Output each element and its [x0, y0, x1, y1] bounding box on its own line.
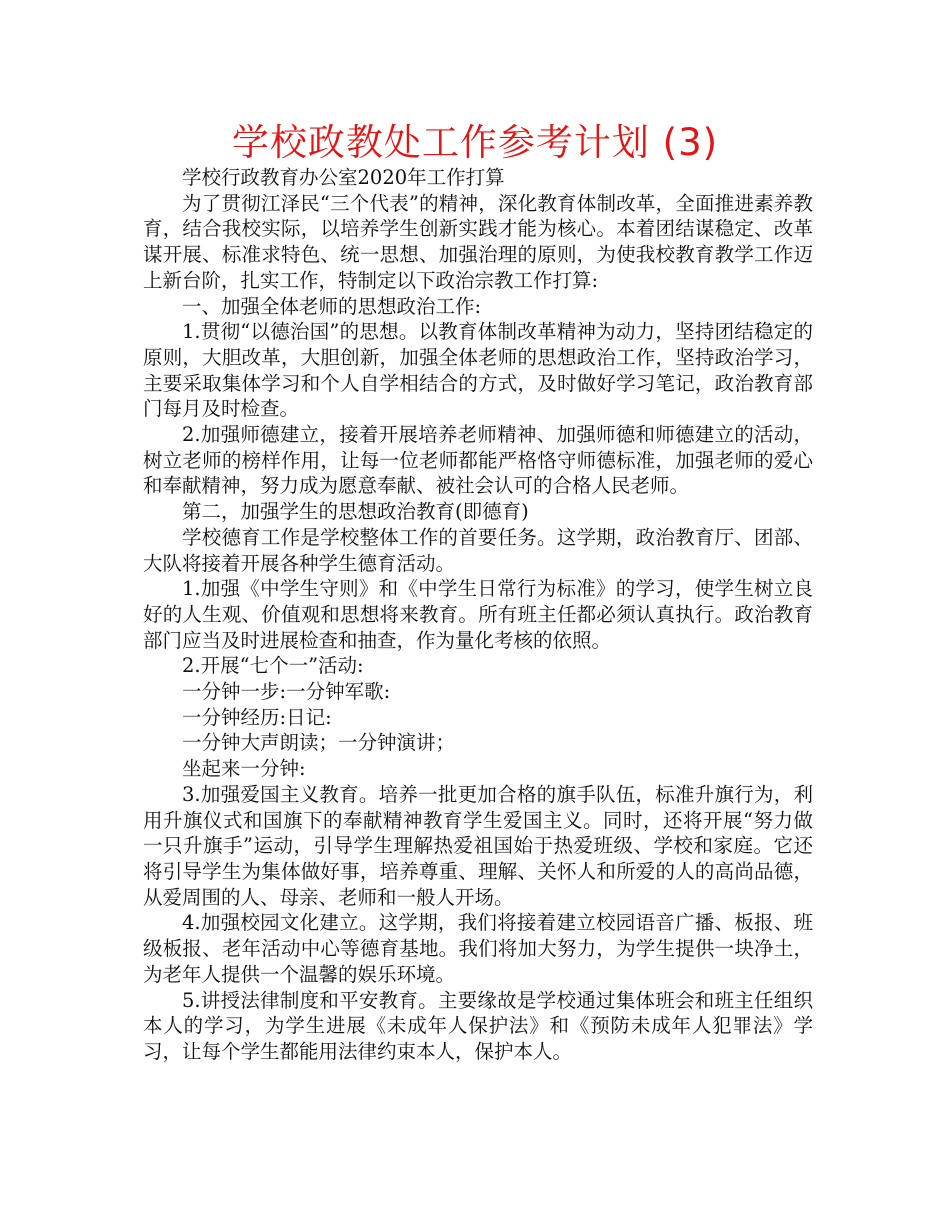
paragraph-student-item-2: 2.开展“七个一”活动: [182, 654, 364, 678]
list-line-2: 一分钟经历:日记: [182, 705, 332, 729]
paragraph-intro: 为了贯彻江泽民“三个代表”的精神，深化教育体制改革，全面推进素养教育，结合我校实际，以培养学生创新实践才能为核心。本着团结谋稳定、改革谋开展、标准求特色、统一思想、加强治理的原则，为使我校教育教学工作迈上新台阶，扎实工作，特制定以下政治宗教工作打算: [143, 191, 813, 292]
paragraph-student-item-4: 4.加强校园文化建立。这学期，我们将接着建立校园语音广播、板报、班级板报、老年活动中心等德育基地。我们将加大努力，为学生提供一块净土，为老年人提供一个温馨的娱乐环境。 [143, 911, 813, 986]
list-line-4: 坐起来一分钟: [182, 757, 306, 781]
paragraph-student-item-5: 5.讲授法律制度和平安教育。主要缘故是学校通过集体班会和班主任组织本人的学习，为学生进展《未成年人保护法》和《预防未成年人犯罪法》学习，让每个学生都能用法律约束本人，保护本人。 [143, 988, 813, 1063]
document-title: 学校政教处工作参考计划 (3) [231, 121, 719, 164]
section-heading-students: 第二，加强学生的思想政治教育(即德育) [182, 500, 529, 524]
section-heading-teachers: 一、加强全体老师的思想政治工作: [182, 294, 482, 318]
list-line-1: 一分钟一步:一分钟军歌: [182, 680, 391, 704]
paragraph-item-1: 1.贯彻“以德治国”的思想。以教育体制改革精神为动力，坚持团结稳定的原则，大胆改革，大胆创新，加强全体老师的思想政治工作，坚持政治学习，主要采取集体学习和个人自学相结合的方式，及时做好学习笔记，政治教育部门每月及时检查。 [143, 320, 813, 421]
paragraph-moral-education: 学校德育工作是学校整体工作的首要任务。这学期，政治教育厅、团部、大队将接着开展各种学生德育活动。 [143, 525, 813, 575]
paragraph-item-2: 2.加强师德建立，接着开展培养老师精神、加强师德和师德建立的活动，树立老师的榜样作用，让每一位老师都能严格恪守师德标准，加强老师的爱心和奉献精神，努力成为愿意奉献、被社会认可的合格人民老师。 [143, 423, 813, 498]
paragraph-office-plan: 学校行政教育办公室2020年工作打算 [182, 166, 505, 189]
paragraph-student-item-1: 1.加强《中学生守则》和《中学生日常行为标准》的学习，使学生树立良好的人生观、价值观和思想将来教育。所有班主任都必须认真执行。政治教育部门应当及时进展检查和抽查，作为量化考核的依照。 [143, 577, 813, 652]
paragraph-student-item-3: 3.加强爱国主义教育。培养一批更加合格的旗手队伍，标准升旗行为，利用升旗仪式和国旗下的奉献精神教育学生爱国主义。同时，还将开展“努力做一只升旗手”运动，引导学生理解热爱祖国始于热爱班级、学校和家庭。它还将引导学生为集体做好事，培养尊重、理解、关怀人和所爱的人的高尚品德，从爱周围的人、母亲、老师和一般人开场。 [143, 782, 813, 909]
document-body [143, 165, 813, 1065]
list-line-3: 一分钟大声朗读；一分钟演讲； [182, 731, 456, 755]
